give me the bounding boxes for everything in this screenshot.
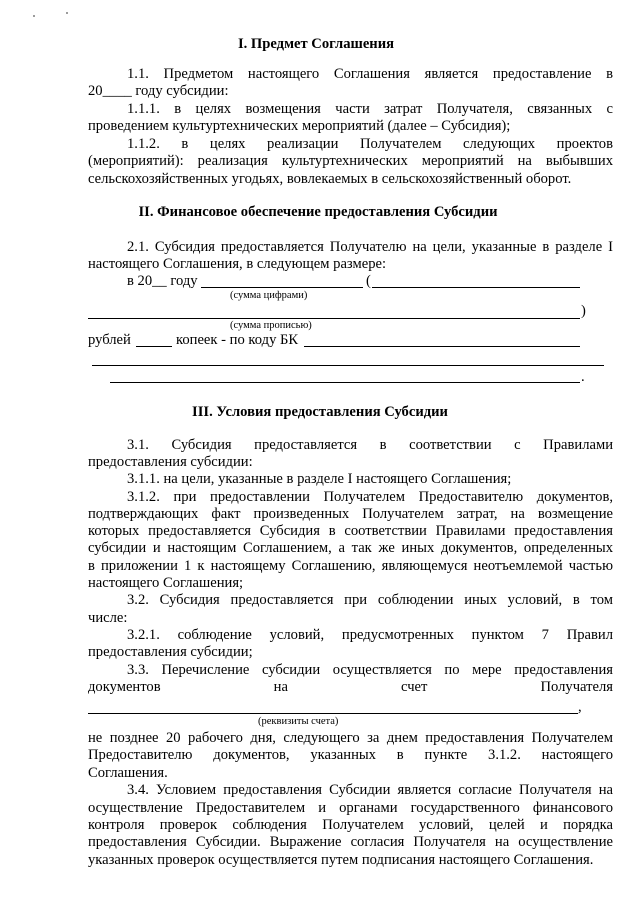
extra-blank-line-2 (110, 382, 580, 383)
caption-sum-digits: (сумма цифрами) (230, 290, 308, 301)
paragraph-3-3-line-5: Соглашения. (88, 765, 168, 781)
paragraph-3-2-1-line-1: 3.2.1. соблюдение условий, предусмотренных пунктом 7 Правил (127, 627, 613, 643)
paren-open: ( (366, 273, 371, 289)
rubles-blank (136, 346, 172, 347)
caption-account-details: (реквизиты счета) (258, 716, 339, 727)
section-3-heading: III. Условия предоставления Субсидии (192, 404, 448, 420)
paragraph-3-1-2-line-6: настоящего Соглашения; (88, 575, 244, 591)
amount-digits-blank (201, 287, 363, 288)
paragraph-1-1-1-line-2: проведением культуртехнических мероприятий (далее – Субсидия); (88, 118, 511, 134)
paragraph-3-4-line-4: предоставления Субсидии. Выражение согласия Получателя на осуществление (88, 834, 613, 850)
paragraph-3-3-line-2: документов на счет Получателя (88, 679, 613, 695)
paragraph-3-1-2-line-4: субсидии и настоящим Соглашением, а так же иных документов, определенных (88, 540, 613, 556)
paragraph-3-2-line-2: числе: (88, 610, 128, 626)
paragraph-3-1-1: 3.1.1. на цели, указанные в разделе I настоящего Соглашения; (127, 471, 512, 487)
rubles-label: рублей (88, 332, 131, 348)
paragraph-2-1-line-2: настоящего Соглашения, в следующем размере: (88, 256, 387, 272)
paren-close: ) (581, 303, 586, 319)
amount-words-blank-1 (372, 287, 580, 288)
paragraph-3-1-line-2: предоставления субсидии: (88, 454, 253, 470)
caption-sum-words: (сумма прописью) (230, 320, 312, 331)
paragraph-1-1-2-line-3: сельскохозяйственных угодьях, вовлекаемых в сельскохозяйственный оборот. (88, 171, 572, 187)
year-prefix: в 20__ году (127, 273, 198, 289)
period: . (581, 369, 585, 385)
paragraph-1-1-line-1: 1.1. Предметом настоящего Соглашения является предоставление в (127, 66, 613, 82)
paragraph-3-1-line-1: 3.1. Субсидия предоставляется в соответствии с Правилами (127, 437, 613, 453)
paragraph-2-1-line-1: 2.1. Субсидия предоставляется Получателю на цели, указанные в разделе I (127, 239, 613, 255)
paragraph-3-4-line-3: контроля проверок соблюдения Получателем условий, целей и порядка (88, 817, 613, 833)
scan-specks (28, 8, 78, 22)
bk-code-blank (304, 346, 580, 347)
paragraph-3-3-line-1: 3.3. Перечисление субсидии осуществляется по мере предоставления (127, 662, 613, 678)
paragraph-3-1-2-line-5: в приложении 1 к настоящему Соглашению, являющемуся неотъемлемой частью (88, 558, 613, 574)
paragraph-3-3-line-4: Предоставителю документов, указанных в пункте 3.1.2. настоящего (88, 747, 613, 763)
paragraph-3-4-line-1: 3.4. Условием предоставления Субсидии является согласие Получателя на (127, 782, 613, 798)
paragraph-3-4-line-5: указанных проверок осуществляется путем подписания настоящего Соглашения. (88, 852, 594, 868)
paragraph-3-1-2-line-3: которых предоставляется Субсидия в соответствии Правилами предоставления (88, 523, 613, 539)
paragraph-1-1-1-line-1: 1.1.1. в целях возмещения части затрат Получателя, связанных с (127, 101, 613, 117)
extra-blank-line-1 (92, 365, 604, 366)
paragraph-3-4-line-2: осуществление Предоставителем и органами государственного финансового (88, 800, 613, 816)
amount-words-blank-2 (88, 318, 580, 319)
account-details-blank (88, 713, 578, 714)
paragraph-3-2-line-1: 3.2. Субсидия предоставляется при соблюдении иных условий, в том (127, 592, 613, 608)
paragraph-1-1-line-2: 20____ году субсидии: (88, 83, 229, 99)
paragraph-3-1-2-line-2: подтверждающих факт произведенных Получателем затрат, на возмещение (88, 506, 613, 522)
paragraph-1-1-2-line-2: (мероприятий): реализация культуртехнических мероприятий на выбывших (88, 153, 613, 169)
comma: , (578, 699, 582, 715)
paragraph-3-2-1-line-2: предоставления субсидии; (88, 644, 253, 660)
section-1-heading: I. Предмет Соглашения (237, 36, 395, 52)
paragraph-3-1-2-line-1: 3.1.2. при предоставлении Получателем Предоставителю документов, (127, 489, 613, 505)
paragraph-1-1-2-line-1: 1.1.2. в целях реализации Получателем следующих проектов (127, 136, 613, 152)
kopecks-bk-label: копеек - по коду БК (176, 332, 299, 348)
section-2-heading: II. Финансовое обеспечение предоставления Субсидии (138, 204, 498, 220)
paragraph-3-3-line-3: не позднее 20 рабочего дня, следующего за днем предоставления Получателем (88, 730, 613, 746)
